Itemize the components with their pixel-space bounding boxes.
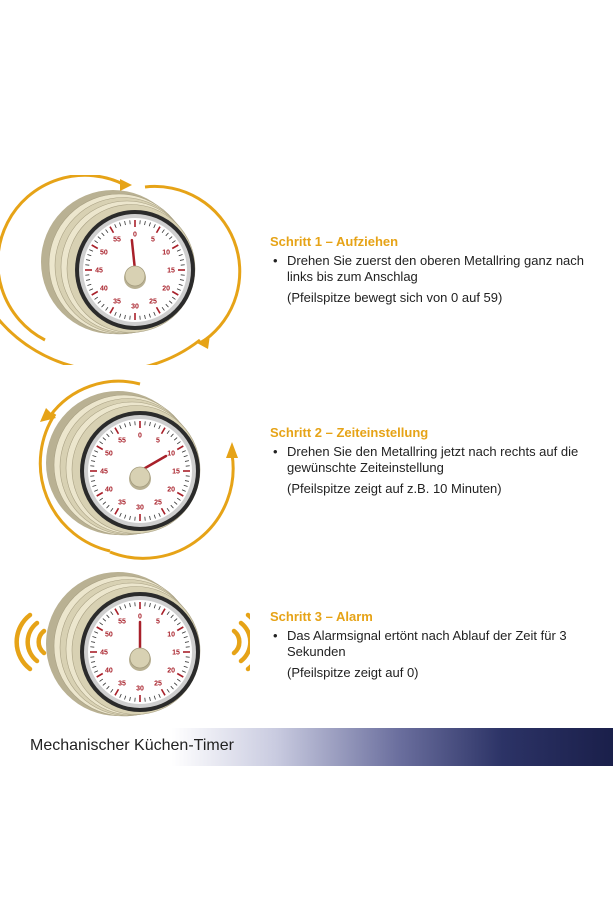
dial-label: 20 (167, 486, 176, 494)
dial-label: 30 (136, 685, 144, 693)
timer-knob (130, 467, 150, 487)
dial-label: 50 (104, 631, 113, 639)
dial-label: 55 (118, 618, 126, 626)
dial-label: 20 (162, 285, 171, 293)
step-2-bullet (270, 444, 600, 476)
dial-label: 55 (113, 236, 121, 244)
dial-label: 15 (172, 649, 180, 657)
bullet-icon: • (273, 444, 278, 459)
step-1-text (270, 234, 600, 306)
step-2-bullet-text: Drehen Sie den Metallring jetzt nach rechts auf die gewünschte Zeiteinstellung (287, 444, 579, 475)
dial-label: 25 (154, 680, 162, 688)
dial-label: 50 (104, 450, 113, 458)
dial-label: 5 (151, 236, 155, 244)
step-3-illustration (0, 565, 250, 755)
step-2-text (270, 425, 600, 497)
step-2-illustration (0, 376, 250, 566)
dial-label: 40 (104, 486, 113, 494)
step-2-note: (Pfeilspitze zeigt auf z.B. 10 Minuten) (287, 481, 502, 496)
dial-label: 0 (138, 432, 142, 440)
bullet-icon: • (273, 628, 278, 643)
timer-step-1 (0, 175, 250, 365)
dial-label: 15 (167, 267, 175, 275)
dial-label: 55 (118, 437, 126, 445)
bullet-icon: • (273, 253, 278, 268)
timer-knob (125, 266, 145, 286)
timer-body (46, 391, 200, 535)
footer-title: Mechanischer Küchen-Timer (30, 737, 234, 754)
step-1-illustration (0, 175, 250, 365)
dial-label: 10 (167, 450, 176, 458)
footer-banner (0, 728, 613, 766)
dial-label: 30 (136, 504, 144, 512)
dial-label: 45 (100, 649, 108, 657)
dial-label: 40 (104, 667, 113, 675)
step-3-bullet (270, 628, 600, 660)
dial-label: 5 (156, 618, 160, 626)
step-2-heading: Schritt 2 – Zeiteinstellung (270, 425, 429, 440)
dial-label: 45 (100, 468, 108, 476)
step-3-note: (Pfeilspitze zeigt auf 0) (287, 665, 419, 680)
dial-label: 25 (154, 499, 162, 507)
dial-label: 10 (162, 249, 171, 257)
step-1-note: (Pfeilspitze bewegt sich von 0 auf 59) (287, 290, 503, 305)
dial-label: 10 (167, 631, 176, 639)
timer-body (41, 190, 195, 334)
step-3-text (270, 609, 600, 681)
timer-step-2 (0, 376, 250, 566)
dial-label: 35 (113, 298, 121, 306)
step-1-bullet-text: Drehen Sie zuerst den oberen Metallring ganz nach links bis zum Anschlag (287, 253, 585, 284)
step-1-heading: Schritt 1 – Aufziehen (270, 234, 399, 249)
dial-label: 25 (149, 298, 157, 306)
timer-knob (130, 648, 150, 668)
dial-label: 0 (133, 231, 137, 239)
dial-label: 50 (99, 249, 108, 257)
timer-step-3 (0, 565, 250, 755)
step-1-bullet (270, 253, 600, 285)
step-3-heading: Schritt 3 – Alarm (270, 609, 373, 624)
dial-label: 15 (172, 468, 180, 476)
dial-label: 0 (138, 613, 142, 621)
step-3-bullet-text: Das Alarmsignal ertönt nach Ablauf der Zeit für 3 Sekunden (287, 628, 567, 659)
timer-body (46, 572, 200, 716)
dial-label: 35 (118, 499, 126, 507)
dial-label: 45 (95, 267, 103, 275)
dial-label: 5 (156, 437, 160, 445)
dial-label: 30 (131, 303, 139, 311)
dial-label: 20 (167, 667, 176, 675)
dial-label: 40 (99, 285, 108, 293)
dial-label: 35 (118, 680, 126, 688)
